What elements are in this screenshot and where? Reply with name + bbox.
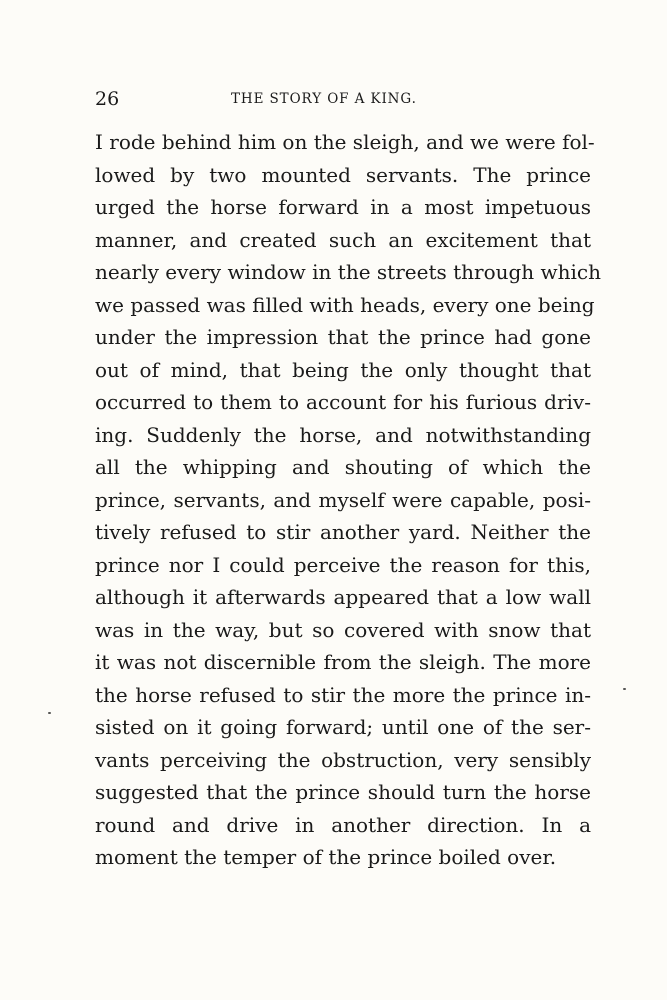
text-line: I rode behind him on the sleigh, and we were fol- [95, 130, 595, 154]
text-line: moment the temper of the prince boiled over. [95, 845, 557, 869]
page-number: 26 [95, 88, 120, 110]
text-line: suggested that the prince should turn the horse [95, 780, 591, 804]
text-line: nearly every window in the streets through which [95, 260, 602, 284]
text-line: prince nor I could perceive the reason for this, [95, 552, 591, 577]
text-line: out of mind, that being the only thought that [95, 357, 591, 382]
print-speck [48, 712, 51, 714]
text-line: ing. Suddenly the horse, and notwithstanding [95, 422, 591, 447]
text-line: under the impression that the prince had gone [95, 325, 591, 349]
text-line: prince, servants, and myself were capable, posi- [95, 487, 591, 512]
text-line: although it afterwards appeared that a low wall [95, 585, 591, 609]
text-line: manner, and created such an excitement that [95, 227, 591, 252]
text-line: urged the horse forward in a most impetuous [95, 195, 591, 219]
text-line: we passed was filled with heads, every one being [95, 292, 595, 317]
body-text [95, 126, 602, 874]
text-line: round and drive in another direction. In a [95, 812, 591, 837]
text-line: the horse refused to stir the more the prince in- [95, 682, 591, 707]
text-line: tively refused to stir another yard. Neither the [95, 520, 591, 544]
text-line: lowed by two mounted servants. The prince [95, 162, 591, 187]
text-line: sisted on it going forward; until one of the ser- [95, 715, 591, 739]
running-title: THE STORY OF A KING. [231, 91, 417, 107]
running-head [95, 88, 589, 112]
print-speck [623, 688, 626, 690]
text-line: all the whipping and shouting of which the [95, 455, 591, 479]
text-line: was in the way, but so covered with snow that [95, 617, 591, 642]
text-line: occurred to them to account for his furious driv- [95, 390, 591, 414]
text-line: vants perceiving the obstruction, very sensibly [95, 747, 591, 772]
text-line: it was not discernible from the sleigh. The more [95, 650, 591, 674]
